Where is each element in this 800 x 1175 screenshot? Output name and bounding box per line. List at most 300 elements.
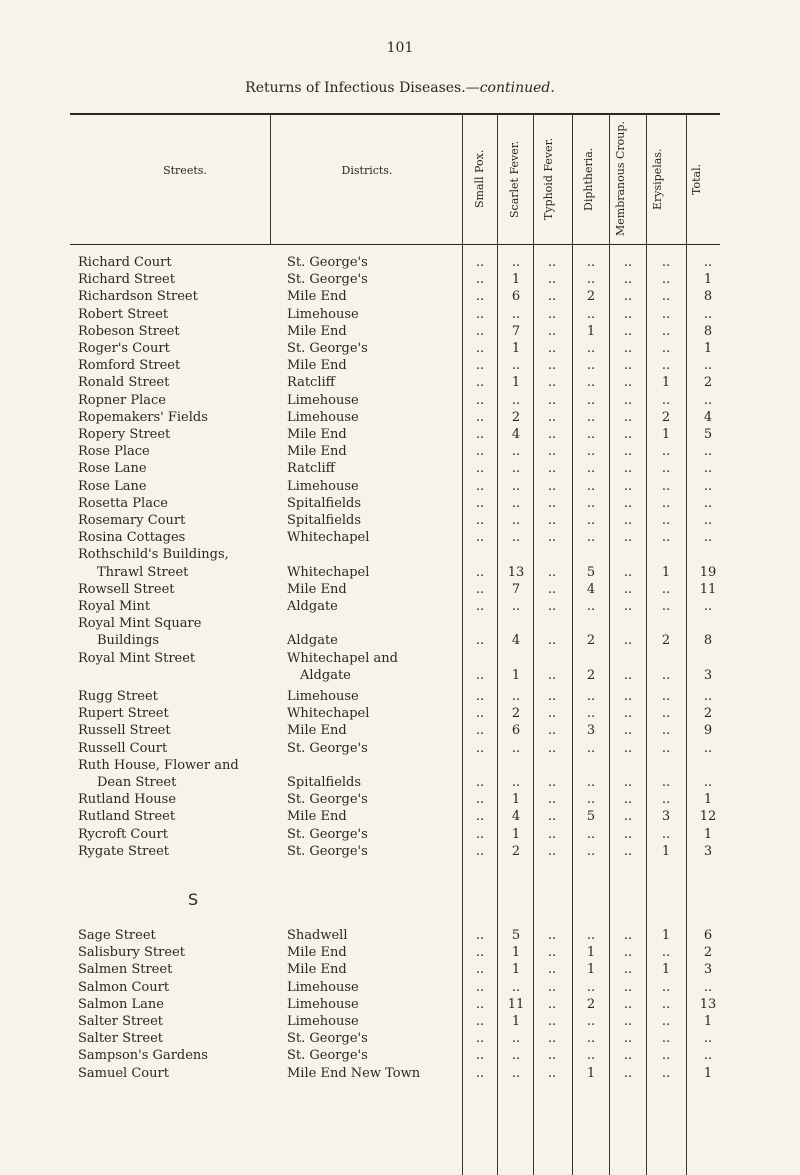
cell-er: 3 [661, 809, 671, 824]
district-name: Spitalfields [287, 513, 362, 528]
street-name: Robert Street [78, 307, 169, 322]
cell-tot: .. [703, 980, 713, 995]
cell-sp: .. [475, 928, 485, 943]
cell-tot: .. [703, 255, 713, 270]
district-name: St. George's [287, 1031, 368, 1046]
cell-tot: 2 [703, 375, 713, 390]
cell-sf: .. [511, 980, 521, 995]
cell-er: .. [661, 255, 671, 270]
cell-er: .. [661, 307, 671, 322]
cell-tf: .. [547, 980, 557, 995]
street-name: Ronald Street [78, 375, 170, 390]
cell-mc: .. [623, 375, 633, 390]
cell-sf: 4 [511, 633, 521, 648]
street-name: Rugg Street [78, 689, 158, 704]
cell-tot: .. [703, 530, 713, 545]
cell-tot: 11 [699, 582, 717, 597]
district-name: Mile End [287, 289, 347, 304]
header-erysipelas: Erysipelas. [651, 148, 664, 210]
street-name: Robeson Street [78, 324, 180, 339]
cell-mc: .. [623, 582, 633, 597]
cell-tot: 3 [703, 844, 713, 859]
cell-tot: .. [703, 741, 713, 756]
cell-tot: .. [703, 479, 713, 494]
cell-di: 1 [586, 962, 596, 977]
cell-tot: .. [703, 393, 713, 408]
cell-mc: .. [623, 1066, 633, 1081]
cell-er: .. [661, 479, 671, 494]
cell-mc: .. [623, 307, 633, 322]
cell-sp: .. [475, 1066, 485, 1081]
district-name: Mile End [287, 962, 347, 977]
table-row [0, 927, 800, 944]
street-name: Ruth House, Flower and [78, 758, 239, 773]
cell-tf: .. [547, 775, 557, 790]
street-name: Rutland Street [78, 809, 176, 824]
table-row [0, 650, 800, 667]
table-row [0, 808, 800, 825]
cell-tf: .. [547, 427, 557, 442]
cell-sp: .. [475, 997, 485, 1012]
district-name: Ratcliff [287, 461, 335, 476]
cell-tf: .. [547, 723, 557, 738]
cell-er: 1 [661, 427, 671, 442]
header-streets: Streets. [163, 164, 207, 177]
cell-er: .. [661, 1048, 671, 1063]
cell-sp: .. [475, 689, 485, 704]
cell-tf: .. [547, 1066, 557, 1081]
cell-mc: .. [623, 1014, 633, 1029]
cell-di: .. [586, 358, 596, 373]
cell-mc: .. [623, 324, 633, 339]
cell-er: 1 [661, 962, 671, 977]
cell-sp: .. [475, 741, 485, 756]
cell-tot: 19 [699, 565, 717, 580]
cell-er: .. [661, 289, 671, 304]
district-name: St. George's [287, 1048, 368, 1063]
cell-di: .. [586, 496, 596, 511]
cell-mc: .. [623, 496, 633, 511]
cell-di: .. [586, 1031, 596, 1046]
cell-tot: .. [703, 461, 713, 476]
table-row [0, 323, 800, 340]
cell-sp: .. [475, 668, 485, 683]
district-name: St. George's [287, 792, 368, 807]
district-name: Shadwell [287, 928, 348, 943]
district-name: Limehouse [287, 393, 359, 408]
cell-er: 1 [661, 928, 671, 943]
cell-di: .. [586, 341, 596, 356]
cell-di: .. [586, 792, 596, 807]
cell-sp: .. [475, 565, 485, 580]
cell-di: .. [586, 513, 596, 528]
street-name: Russell Court [78, 741, 168, 756]
street-name: Salmen Street [78, 962, 173, 977]
cell-er: .. [661, 723, 671, 738]
cell-sf: .. [511, 1031, 521, 1046]
cell-tf: .. [547, 633, 557, 648]
cell-er: .. [661, 741, 671, 756]
cell-sp: .. [475, 723, 485, 738]
cell-tf: .. [547, 706, 557, 721]
cell-er: .. [661, 599, 671, 614]
street-name: Rygate Street [78, 844, 169, 859]
table-row [0, 460, 800, 477]
cell-tot: 8 [703, 633, 713, 648]
table-row [0, 705, 800, 722]
table-row [0, 374, 800, 391]
table-row [0, 615, 800, 632]
cell-sp: .. [475, 410, 485, 425]
street-name: Thrawl Street [97, 565, 189, 580]
cell-sp: .. [475, 706, 485, 721]
street-name: Richardson Street [78, 289, 198, 304]
cell-mc: .. [623, 844, 633, 859]
cell-sf: .. [511, 461, 521, 476]
table-row [0, 478, 800, 495]
cell-tot: 8 [703, 324, 713, 339]
cell-di: .. [586, 689, 596, 704]
cell-er: .. [661, 358, 671, 373]
cell-er: .. [661, 1031, 671, 1046]
cell-mc: .. [623, 809, 633, 824]
cell-tot: .. [703, 513, 713, 528]
cell-tot: 1 [703, 1066, 713, 1081]
cell-sf: 1 [511, 945, 521, 960]
cell-sf: 13 [507, 565, 525, 580]
street-name: Salisbury Street [78, 945, 185, 960]
cell-tf: .. [547, 599, 557, 614]
cell-er: .. [661, 272, 671, 287]
cell-mc: .. [623, 393, 633, 408]
table-row [0, 271, 800, 288]
cell-di: .. [586, 307, 596, 322]
cell-sf: 5 [511, 928, 521, 943]
table-row [0, 722, 800, 739]
cell-mc: .. [623, 827, 633, 842]
table-row [0, 495, 800, 512]
header-diphtheria: Diphtheria. [582, 147, 595, 211]
table-row [0, 688, 800, 705]
cell-tot: .. [703, 775, 713, 790]
table-row [0, 598, 800, 615]
district-name: Aldgate [300, 668, 351, 683]
district-name: Mile End [287, 358, 347, 373]
cell-sf: 1 [511, 792, 521, 807]
cell-sp: .. [475, 289, 485, 304]
cell-tf: .. [547, 375, 557, 390]
cell-sp: .. [475, 962, 485, 977]
table-row [0, 564, 800, 581]
cell-sp: .. [475, 1031, 485, 1046]
table-row [0, 843, 800, 860]
district-name: Limehouse [287, 479, 359, 494]
table-row [0, 632, 800, 649]
cell-mc: .. [623, 1048, 633, 1063]
cell-tot: 8 [703, 289, 713, 304]
cell-sf: .. [511, 444, 521, 459]
cell-er: .. [661, 496, 671, 511]
cell-sf: 4 [511, 809, 521, 824]
table-row [0, 996, 800, 1013]
cell-sp: .. [475, 599, 485, 614]
cell-tf: .. [547, 582, 557, 597]
table-row [0, 1030, 800, 1047]
cell-mc: .. [623, 565, 633, 580]
district-name: Mile End [287, 582, 347, 597]
cell-er: .. [661, 530, 671, 545]
cell-di: .. [586, 827, 596, 842]
cell-er: 2 [661, 633, 671, 648]
cell-sf: .. [511, 513, 521, 528]
cell-tot: .. [703, 1031, 713, 1046]
cell-tf: .. [547, 496, 557, 511]
cell-sp: .. [475, 324, 485, 339]
cell-sf: 1 [511, 341, 521, 356]
cell-sp: .. [475, 461, 485, 476]
street-name: Salter Street [78, 1031, 164, 1046]
cell-mc: .. [623, 723, 633, 738]
header-scarlet-fever: Scarlet Fever. [508, 140, 521, 218]
cell-tot: 1 [703, 792, 713, 807]
table-row [0, 774, 800, 791]
cell-er: .. [661, 827, 671, 842]
cell-er: .. [661, 980, 671, 995]
cell-mc: .. [623, 928, 633, 943]
cell-sf: 1 [511, 272, 521, 287]
cell-mc: .. [623, 1031, 633, 1046]
street-name: Buildings [97, 633, 160, 648]
cell-mc: .. [623, 962, 633, 977]
cell-sf: .. [511, 255, 521, 270]
table-row [0, 791, 800, 808]
cell-mc: .. [623, 668, 633, 683]
cell-tf: .. [547, 393, 557, 408]
cell-di: .. [586, 410, 596, 425]
street-name: Romford Street [78, 358, 181, 373]
district-name: Mile End [287, 809, 347, 824]
cell-di: .. [586, 479, 596, 494]
cell-di: .. [586, 1014, 596, 1029]
district-name: Mile End [287, 444, 347, 459]
cell-tot: 3 [703, 962, 713, 977]
street-name: Rose Place [78, 444, 150, 459]
district-name: Whitechapel [287, 706, 370, 721]
cell-tot: .. [703, 1048, 713, 1063]
street-name: Russell Street [78, 723, 171, 738]
table-row [0, 740, 800, 757]
cell-di: .. [586, 444, 596, 459]
table-row [0, 529, 800, 546]
table-row [0, 409, 800, 426]
street-name: Ropner Place [78, 393, 166, 408]
cell-sf: 2 [511, 844, 521, 859]
cell-sf: .. [511, 307, 521, 322]
district-name: St. George's [287, 272, 368, 287]
cell-sf: .. [511, 479, 521, 494]
cell-tf: .. [547, 809, 557, 824]
section-letter: S [188, 890, 199, 909]
cell-tf: .. [547, 255, 557, 270]
cell-tf: .. [547, 324, 557, 339]
street-name: Roger's Court [78, 341, 170, 356]
cell-sf: .. [511, 599, 521, 614]
cell-di: 5 [586, 565, 596, 580]
header-rule [70, 244, 720, 245]
cell-di: .. [586, 928, 596, 943]
cell-tf: .. [547, 479, 557, 494]
cell-di: .. [586, 272, 596, 287]
cell-di: 2 [586, 289, 596, 304]
cell-mc: .. [623, 741, 633, 756]
cell-di: .. [586, 530, 596, 545]
cell-sf: .. [511, 358, 521, 373]
district-name: Limehouse [287, 689, 359, 704]
table-row [0, 340, 800, 357]
cell-er: .. [661, 324, 671, 339]
district-name: Spitalfields [287, 496, 362, 511]
cell-sf: .. [511, 1048, 521, 1063]
district-name: St. George's [287, 255, 368, 270]
cell-di: 1 [586, 1066, 596, 1081]
cell-tot: .. [703, 444, 713, 459]
cell-sf: 6 [511, 289, 521, 304]
cell-tf: .. [547, 341, 557, 356]
street-name: Salter Street [78, 1014, 164, 1029]
cell-mc: .. [623, 775, 633, 790]
cell-mc: .. [623, 599, 633, 614]
cell-tot: .. [703, 689, 713, 704]
cell-tf: .. [547, 741, 557, 756]
table-row [0, 392, 800, 409]
cell-mc: .. [623, 513, 633, 528]
title-suffix: —continued. [465, 80, 555, 96]
cell-er: .. [661, 341, 671, 356]
cell-tf: .. [547, 565, 557, 580]
cell-di: 2 [586, 668, 596, 683]
district-name: Mile End [287, 723, 347, 738]
cell-mc: .. [623, 633, 633, 648]
title-text: Returns of Infectious Diseases. [245, 80, 466, 96]
cell-tf: .. [547, 1048, 557, 1063]
cell-mc: .. [623, 427, 633, 442]
cell-tf: .. [547, 1031, 557, 1046]
street-name: Dean Street [97, 775, 177, 790]
cell-tf: .. [547, 945, 557, 960]
street-name: Royal Mint [78, 599, 151, 614]
cell-mc: .. [623, 530, 633, 545]
cell-tot: 12 [699, 809, 717, 824]
cell-tot: 6 [703, 928, 713, 943]
cell-er: 1 [661, 375, 671, 390]
street-name: Rowsell Street [78, 582, 175, 597]
cell-sp: .. [475, 479, 485, 494]
cell-sf: .. [511, 741, 521, 756]
cell-mc: .. [623, 341, 633, 356]
cell-er: .. [661, 444, 671, 459]
street-name: Rosina Cottages [78, 530, 186, 545]
cell-mc: .. [623, 706, 633, 721]
cell-sf: .. [511, 775, 521, 790]
cell-sf: .. [511, 1066, 521, 1081]
cell-sp: .. [475, 530, 485, 545]
cell-sf: .. [511, 530, 521, 545]
street-name: Ropery Street [78, 427, 171, 442]
cell-er: .. [661, 945, 671, 960]
table-row [0, 581, 800, 598]
district-name: Mile End New Town [287, 1066, 421, 1081]
cell-sf: 4 [511, 427, 521, 442]
street-name: Salmon Lane [78, 997, 164, 1012]
cell-di: 4 [586, 582, 596, 597]
cell-er: .. [661, 997, 671, 1012]
cell-tf: .. [547, 792, 557, 807]
cell-tot: 2 [703, 945, 713, 960]
cell-mc: .. [623, 792, 633, 807]
cell-sf: 1 [511, 668, 521, 683]
cell-sf: 1 [511, 962, 521, 977]
cell-di: 1 [586, 324, 596, 339]
table-row [0, 426, 800, 443]
district-name: St. George's [287, 341, 368, 356]
cell-tot: 1 [703, 1014, 713, 1029]
cell-tf: .. [547, 513, 557, 528]
cell-mc: .. [623, 997, 633, 1012]
cell-sf: 2 [511, 410, 521, 425]
street-name: Samuel Court [78, 1066, 169, 1081]
cell-sp: .. [475, 633, 485, 648]
table-row [0, 826, 800, 843]
cell-sp: .. [475, 513, 485, 528]
street-name: Royal Mint Square [78, 616, 202, 631]
cell-sp: .. [475, 582, 485, 597]
district-name: Limehouse [287, 980, 359, 995]
district-name: Ratcliff [287, 375, 335, 390]
cell-sp: .. [475, 1048, 485, 1063]
cell-tot: .. [703, 496, 713, 511]
cell-tot: 3 [703, 668, 713, 683]
cell-er: .. [661, 1066, 671, 1081]
cell-sp: .. [475, 809, 485, 824]
cell-tf: .. [547, 307, 557, 322]
cell-er: .. [661, 513, 671, 528]
cell-sf: 2 [511, 706, 521, 721]
cell-tf: .. [547, 410, 557, 425]
cell-sf: .. [511, 496, 521, 511]
cell-di: .. [586, 844, 596, 859]
cell-di: 5 [586, 809, 596, 824]
table-row [0, 288, 800, 305]
cell-tf: .. [547, 461, 557, 476]
street-name: Richard Court [78, 255, 172, 270]
cell-sf: .. [511, 689, 521, 704]
cell-er: .. [661, 1014, 671, 1029]
district-name: St. George's [287, 741, 368, 756]
cell-di: 3 [586, 723, 596, 738]
cell-mc: .. [623, 255, 633, 270]
cell-tot: 1 [703, 341, 713, 356]
cell-sf: 6 [511, 723, 521, 738]
street-name: Rothschild's Buildings, [78, 547, 229, 562]
cell-sf: 7 [511, 582, 521, 597]
cell-mc: .. [623, 444, 633, 459]
table-row [0, 757, 800, 774]
cell-tf: .. [547, 289, 557, 304]
table-row [0, 1065, 800, 1082]
cell-tot: 1 [703, 827, 713, 842]
cell-di: 2 [586, 633, 596, 648]
cell-er: .. [661, 461, 671, 476]
